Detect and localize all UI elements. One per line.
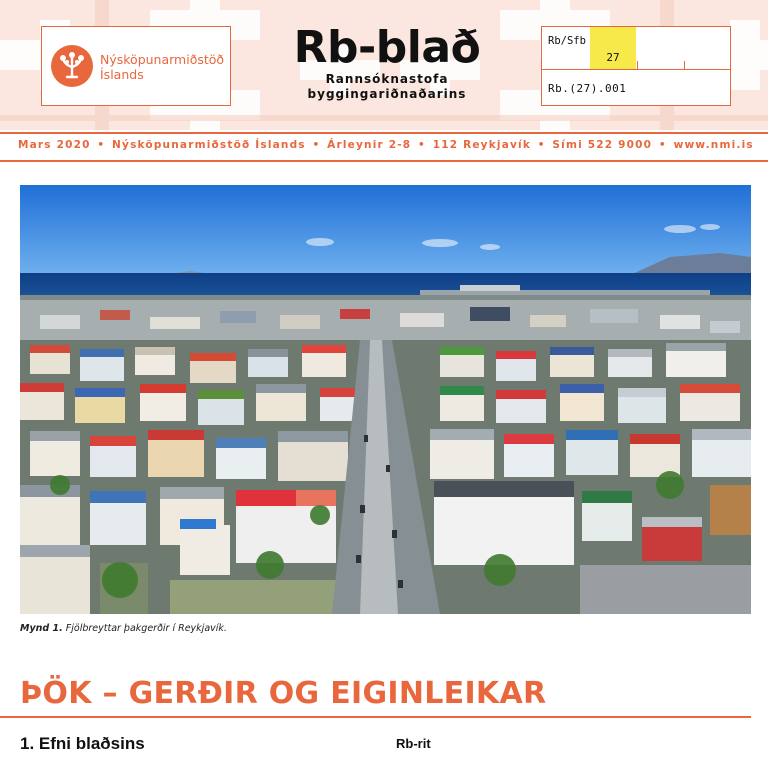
logo-line-1: Nýsköpunarmiðstöð — [100, 52, 225, 67]
section-title: ÞÖK – GERÐIR OG EIGINLEIKAR — [20, 676, 547, 711]
info-date: Mars 2020 — [18, 139, 91, 151]
ref-divider — [542, 69, 730, 70]
right-column-heading: Rb-rit — [396, 736, 431, 751]
info-separator: • — [312, 139, 321, 151]
info-rule-top — [0, 132, 768, 134]
info-bar — [18, 139, 754, 151]
caption-label: Mynd 1. — [20, 623, 63, 634]
info-separator: • — [97, 139, 106, 151]
section-rule — [0, 716, 751, 718]
nmi-logo — [41, 26, 231, 106]
reykjavik-aerial-photo — [20, 185, 751, 614]
info-org: Nýsköpunarmiðstöð Íslands — [112, 139, 306, 151]
tree-logo-icon — [51, 45, 93, 87]
ref-tick — [684, 61, 685, 69]
masthead-subtitle-1: Rannsóknastofa — [325, 72, 449, 86]
masthead-title: Rb-blað — [293, 22, 481, 73]
ref-code: Rb.(27).001 — [548, 82, 627, 95]
info-rule-bottom — [0, 160, 768, 162]
info-separator: • — [658, 139, 667, 151]
ref-tick — [637, 61, 638, 69]
info-website[interactable]: www.nmi.is — [673, 139, 754, 151]
left-column-heading: 1. Efni blaðsins — [20, 734, 145, 753]
reference-box — [541, 26, 731, 106]
logo-line-2: Íslands — [100, 67, 144, 82]
info-city: 112 Reykjavík — [432, 139, 532, 151]
info-separator: • — [418, 139, 426, 151]
caption-text: Fjölbreyttar þakgerðir í Reykjavík. — [65, 623, 227, 634]
ref-label: Rb/Sfb — [548, 35, 586, 47]
ref-number: 27 — [606, 51, 620, 64]
masthead — [262, 24, 512, 102]
info-phone: Sími 522 9000 — [552, 139, 653, 151]
masthead-subtitle-2: byggingariðnaðarins — [307, 87, 467, 101]
logo-wordmark — [100, 52, 224, 82]
info-separator: • — [537, 139, 546, 151]
photo-caption — [20, 623, 227, 634]
info-street: Árleynir 2-8 — [327, 139, 412, 151]
